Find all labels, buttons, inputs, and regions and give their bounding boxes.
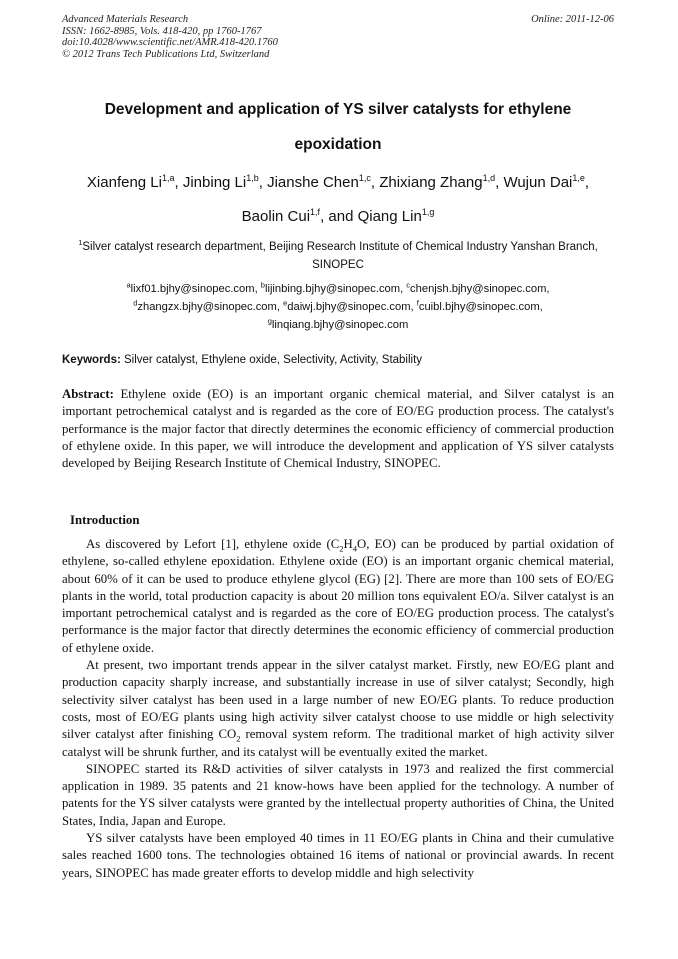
- paper-title: Development and application of YS silver catalysts for ethylene epoxidation: [104, 101, 572, 153]
- abstract-text: Ethylene oxide (EO) is an important organic chemical material, and Silver catalyst is an important petrochemical catalyst and is regarded as the core of EO/EG production process. The catalyst's performance is the major factor that directly determines the economic efficiency of commercial production of ethylene oxide. In this paper, we will introduce the development and application of YS silver catalysts developed by Beijing Research Institute of Chemical Industry, SINOPEC.: [62, 387, 614, 471]
- online-date: Online: 2011-12-06: [531, 14, 614, 25]
- author: Qiang Lin$^{1,g}$: [357, 207, 435, 225]
- author: Baolin Cui$^{1,f}$, and: [241, 207, 358, 225]
- introduction-body: [62, 536, 614, 882]
- section-heading-introduction: Introduction: [70, 513, 140, 527]
- paragraph: As discovered by Lefort [1], ethylene oxide ($C_2H_4O$, EO) can be produced by partial oxidation of ethylene, so-called ethylene epoxidation. Ethylene oxide (EO) is an important organic chemical material, about 60% of it can be used to produce ethylene glycol (EG) [2]. There are more than 100 sets of EO/EG plants in the world, total production capacity is about 20 million tons equivalent EO/a. Silver catalyst is an important petrochemical catalyst and is regarded as the core of EO/EG production process. The catalyst's performance is the major factor that directly determines the economic efficiency of commercial production of ethylene oxide.: [62, 537, 614, 655]
- author: Xianfeng Li$^{1,a}$,: [86, 173, 183, 191]
- email[interactable]: $^g$linqiang.bjhy@sinopec.com: [267, 316, 409, 331]
- keywords: [62, 354, 622, 366]
- journal-header: [62, 14, 462, 60]
- paragraph: YS silver catalysts have been employed 40 times in 11 EO/EG plants in China and their cumulative sales reached 1600 tons. The technologies obtained 16 items of national or provincial awards. In recent years, SINOPEC has made greater efforts to develop middle and high selectivity: [62, 831, 614, 880]
- email[interactable]: $^f$cuibl.bjhy@sinopec.com,: [416, 298, 543, 313]
- email[interactable]: $^e$daiwj.bjhy@sinopec.com,: [283, 298, 417, 313]
- author: Jinbing Li$^{1,b}$,: [182, 173, 268, 191]
- affiliation: $^1$Silver catalyst research department, Beijing Research Institute of Chemical Industry Yanshan Branch, SINOPEC: [78, 238, 598, 271]
- abstract-label: Abstract:: [62, 387, 114, 401]
- copyright-line: © 2012 Trans Tech Publications Ltd, Switzerland: [62, 48, 270, 60]
- email[interactable]: $^c$chenjsh.bjhy@sinopec.com,: [406, 280, 550, 295]
- journal-name: Advanced Materials Research: [62, 14, 189, 25]
- author: Wujun Dai$^{1,e}$,: [503, 173, 590, 191]
- abstract: [62, 386, 614, 472]
- paragraph: At present, two important trends appear in the silver catalyst market. Firstly, new EO/EG plant and production capacity sharply increase, and substantially increase in use of silver catalyst; Secondly, high selectivity silver catalyst has been used in a large number of new EO/EG plants. To reduce production costs, most of EO/EG plants using high activity silver catalyst choose to use middle or high selectivity silver catalyst after finishing $CO_2$ removal system reform. The traditional market of high activity silver catalyst will be shrunk further, and its catalyst will be eventually exited the market.: [62, 658, 614, 759]
- author: Zhixiang Zhang$^{1,d}$,: [379, 173, 504, 191]
- author: Jianshe Chen$^{1,c}$,: [267, 173, 380, 191]
- email[interactable]: $^d$zhangzx.bjhy@sinopec.com,: [133, 298, 284, 313]
- email-list: [62, 280, 614, 334]
- keywords-text: Silver catalyst, Ethylene oxide, Selectivity, Activity, Stability: [120, 354, 423, 366]
- doi-line: doi:10.4028/www.scientific.net/AMR.418-420.1760: [62, 37, 278, 48]
- keywords-label: Keywords:: [62, 354, 121, 366]
- email[interactable]: $^b$lijinbing.bjhy@sinopec.com,: [260, 280, 407, 295]
- author-list: [62, 166, 614, 234]
- paragraph: SINOPEC started its R&D activities of silver catalysts in 1973 and realized the first commercial application in 1989. 35 patents and 21 know-hows have been applied for the technology. A number of patents for the YS silver catalysts were granted by the intellectual property authorities of China, the United States, India, Japan and Europe.: [62, 761, 614, 828]
- issn-line: ISSN: 1662-8985, Vols. 418-420, pp 1760-1767: [62, 25, 262, 37]
- email[interactable]: $^a$lixf01.bjhy@sinopec.com,: [126, 280, 261, 295]
